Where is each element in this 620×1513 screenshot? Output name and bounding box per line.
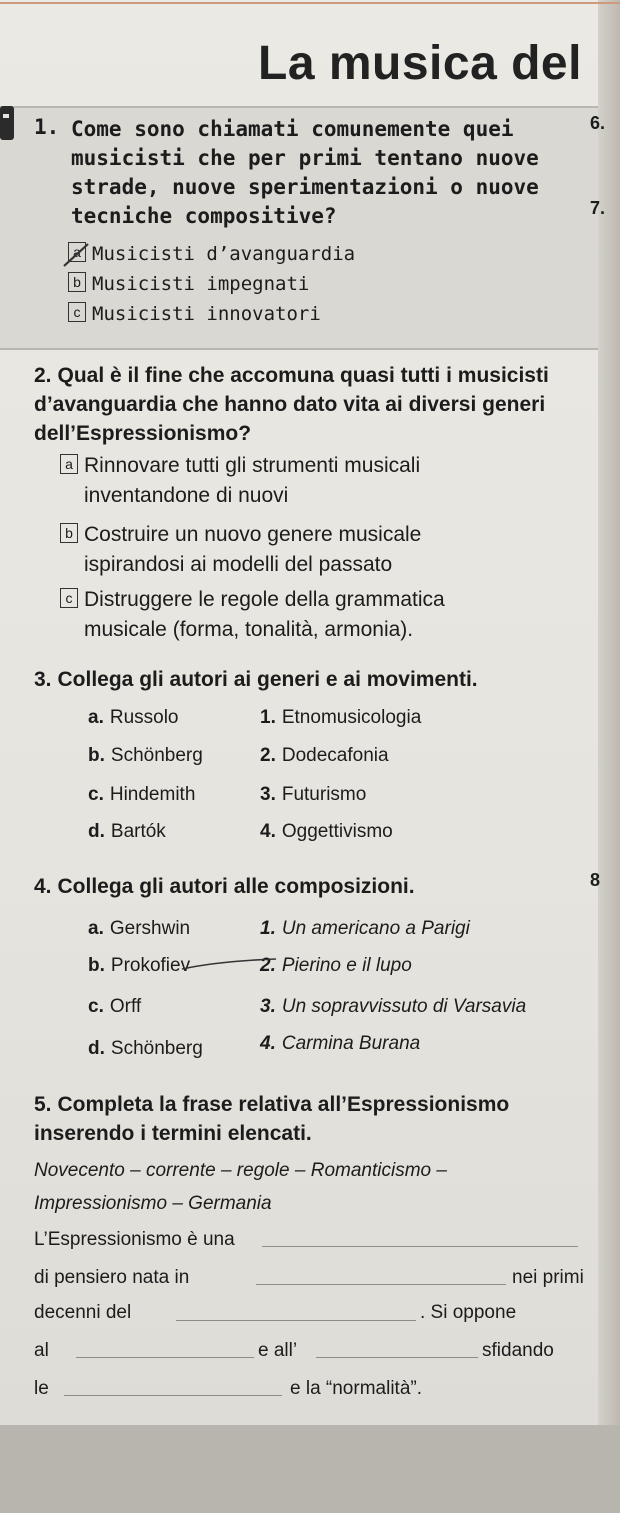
q1-option-b[interactable] (68, 269, 309, 299)
q1-option-c-box[interactable]: c (68, 302, 86, 322)
q3-genre-3: 3. Futurismo (260, 784, 367, 805)
page-edge (598, 0, 620, 1513)
question-2-number: 2. (34, 364, 52, 387)
page-bottom-shadow (0, 1425, 620, 1513)
pencil-mark-icon (60, 240, 94, 270)
question-3-number: 3. (34, 668, 52, 691)
q1-option-c[interactable] (68, 299, 321, 329)
question-2 (34, 361, 590, 448)
side-number-6: 6. (590, 113, 606, 133)
q4-work-1: 1. Un americano a Parigi (260, 918, 470, 939)
page-top-rule (0, 2, 620, 4)
q4-author-c: c. Orff (88, 996, 142, 1017)
blank-2[interactable] (256, 1284, 506, 1285)
q5-sentence-4b: e all’ (258, 1340, 298, 1361)
q5-terms-line2: Impressionismo – Germania (34, 1193, 272, 1214)
question-1-text: Come sono chiamati comunemente quei musicisti che per primi tentano nuove strade, nuove sperimentazioni o nuove tecniche compositive? (71, 117, 539, 228)
side-number-7: 7. (590, 198, 606, 218)
page-title: La musica del (258, 37, 582, 90)
q5-sentence-3b: . Si oppone (420, 1302, 517, 1323)
q4-author-b: b. Prokofiev (88, 955, 191, 976)
q3-author-a: a. Russolo (88, 707, 179, 728)
q5-sentence-3a: decenni del (34, 1302, 132, 1323)
q3-author-c: c. Hindemith (88, 784, 196, 805)
q5-sentence-4c: sfidando (482, 1340, 554, 1361)
q5-sentence-2b: nei primi (512, 1267, 584, 1288)
q4-author-d: d. Schönberg (88, 1038, 203, 1059)
question-2-text: Qual è il fine che accomuna quasi tutti i musicisti d’avanguardia che hanno dato vita ai diversi generi dell’Espressionismo? (34, 364, 549, 445)
q4-work-4: 4. Carmina Burana (260, 1033, 421, 1054)
blank-6[interactable] (64, 1395, 282, 1396)
q2-option-b-box[interactable]: b (60, 523, 78, 543)
q2-option-b-line2: ispirandosi ai modelli del passato (84, 553, 393, 576)
question-5 (34, 1090, 590, 1148)
q5-terms-line1: Novecento – corrente – regole – Romanticismo – (34, 1160, 447, 1181)
q1-option-a-label: Musicisti d’avanguardia (92, 243, 356, 265)
side-number-8: 8 (590, 870, 601, 890)
pencil-connector-line (180, 956, 280, 972)
q2-option-b[interactable] (60, 520, 421, 580)
question-4 (34, 872, 590, 901)
question-1-number: 1. (34, 115, 60, 139)
q2-option-a-box[interactable]: a (60, 454, 78, 474)
question-5-number: 5. (34, 1093, 52, 1116)
q4-work-3: 3. Un sopravvissuto di Varsavia (260, 996, 527, 1017)
q3-genre-2: 2. Dodecafonia (260, 745, 389, 766)
question-5-text: Completa la frase relativa all’Espressionismo inserendo i termini elencati. (34, 1093, 510, 1145)
question-3 (34, 665, 590, 694)
q2-option-c-line2: musicale (forma, tonalità, armonia). (84, 618, 414, 641)
q5-sentence-1: L’Espressionismo è una (34, 1229, 235, 1250)
blank-1[interactable] (262, 1246, 578, 1247)
q3-author-b: b. Schönberg (88, 745, 203, 766)
blank-3[interactable] (176, 1320, 416, 1321)
q4-author-a: a. Gershwin (88, 918, 191, 939)
q1-option-a[interactable] (68, 239, 355, 269)
q2-option-b-line1: Costruire un nuovo genere musicale (84, 523, 422, 546)
q1-option-b-box[interactable]: b (68, 272, 86, 292)
q2-option-a-line2: inventandone di nuovi (84, 484, 289, 507)
q4-work-2: 2. Pierino e il lupo (260, 955, 412, 976)
blank-5[interactable] (316, 1357, 478, 1358)
question-3-text: Collega gli autori ai generi e ai movimenti. (57, 668, 478, 691)
blank-4[interactable] (76, 1357, 254, 1358)
q1-option-b-label: Musicisti impegnati (92, 273, 310, 295)
q2-option-c[interactable] (60, 585, 445, 645)
q5-sentence-5a: le (34, 1378, 49, 1399)
q2-option-a-line1: Rinnovare tutti gli strumenti musicali (84, 454, 421, 477)
section-badge-icon (0, 100, 18, 144)
question-4-text: Collega gli autori alle composizioni. (57, 875, 415, 898)
q3-genre-1: 1. Etnomusicologia (260, 707, 422, 728)
q3-genre-4: 4. Oggettivismo (260, 821, 393, 842)
question-4-number: 4. (34, 875, 52, 898)
q5-sentence-4a: al (34, 1340, 49, 1361)
q5-sentence-2a: di pensiero nata in (34, 1267, 190, 1288)
q1-option-a-box[interactable]: a (68, 242, 86, 262)
q2-option-c-box[interactable]: c (60, 588, 78, 608)
q2-option-a[interactable] (60, 451, 420, 511)
q5-sentence-5b: e la “normalità”. (290, 1378, 422, 1399)
q3-author-d: d. Bartók (88, 821, 166, 842)
q1-option-c-label: Musicisti innovatori (92, 303, 321, 325)
q2-option-c-line1: Distruggere le regole della grammatica (84, 588, 445, 611)
